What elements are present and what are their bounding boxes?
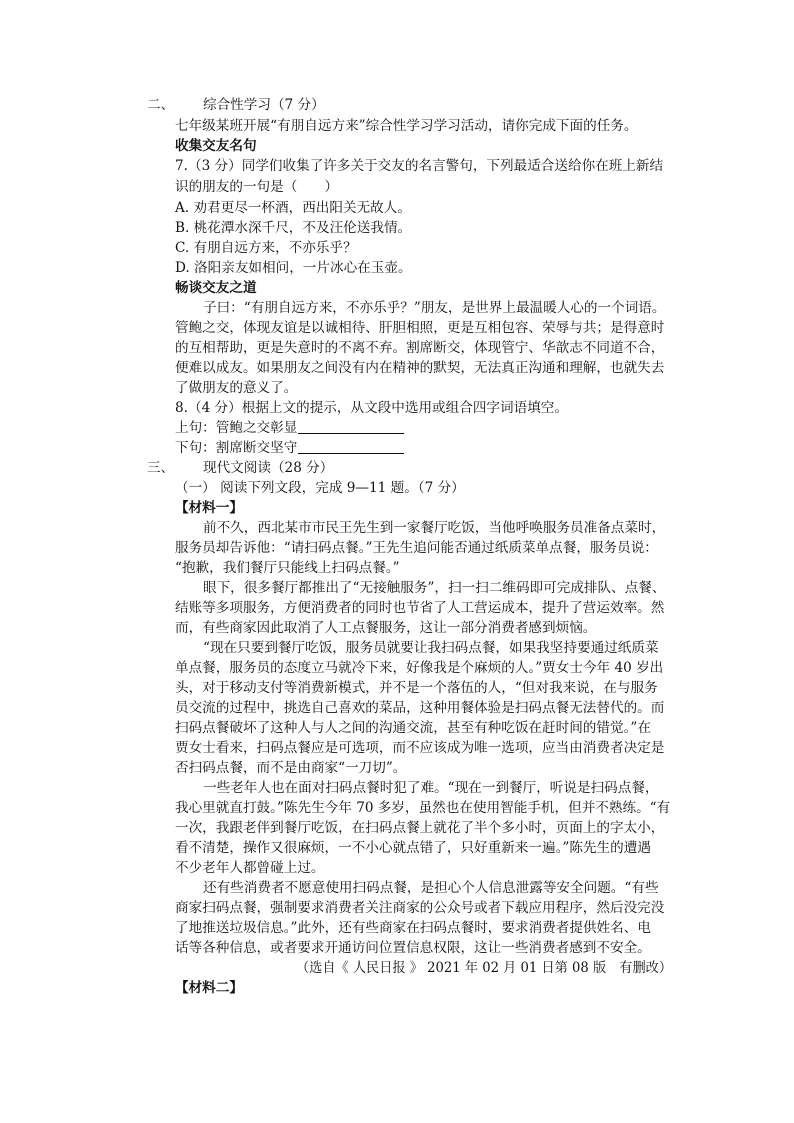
material1-heading: 【材料一】	[175, 500, 243, 516]
passage-line: 单点餐，服务员的态度立马就冷下来，好像我是个麻烦的人。”贾女士今年 40 岁出	[175, 660, 664, 676]
section2-number: 二、	[147, 97, 175, 113]
section2-title: 综合性学习（7 分）	[203, 97, 325, 113]
source-citation: （选自《 人民日报 》 2021 年 02 月 01 日第 08 版 有删改）	[296, 960, 672, 976]
passage-line: 员交流的过程中，挑选自己喜欢的菜品，这种用餐体验是扫码点餐无法替代的。而	[175, 700, 665, 716]
passage-line: 头，对于移动支付等消费新模式，并不是一个落伍的人，“但对我来说，在与服务	[175, 680, 658, 696]
passage-line: 扫码点餐破坏了这种人与人之间的沟通交流，甚至有种吃饭在赶时间的错觉。”在	[175, 720, 651, 736]
passage-line: “现在只要到餐厅吃饭，服务员就要让我扫码点餐，如果我坚持要通过纸质菜	[203, 640, 659, 656]
passage-line: 贾女士看来，扫码点餐应是可选项，而不应该成为唯一选项，应当由消费者决定是	[175, 740, 665, 756]
subheading-discuss: 畅谈交友之道	[175, 280, 257, 296]
paragraph-line: 便难以成友。如果朋友之间没有内在精神的默契，无法真正沟通和理解，也就失去	[175, 360, 665, 376]
section2-intro: 七年级某班开展“有朋自远方来”综合性学习学习活动，请你完成下面的任务。	[175, 118, 638, 134]
q7-option-b: B. 桃花潭水深千尺，不及汪伦送我情。	[175, 220, 412, 236]
paragraph-line: 管鲍之交，体现友谊是以诚相待、肝胆相照，更是互相包容、荣辱与共；是得意时	[175, 320, 665, 336]
q7-option-c: C. 有朋自远方来，不亦乐乎？	[175, 240, 357, 256]
passage-line: 看不清楚，操作又很麻烦，一不小心就点错了，只好重新来一遍。”陈先生的遭遇	[175, 840, 651, 856]
passage-line: 商家扫码点餐，强制要求消费者关注商家的公众号或者下载应用程序，然后没完没	[175, 900, 665, 916]
passage-line: 否扫码点餐，而不是由商家“一刀切”。	[175, 760, 407, 776]
passage-line: 不少老年人都曾碰上过。	[175, 860, 325, 876]
q8-stem: 8.（4 分）根据上文的提示，从文段中选用或组合四字词语填空。	[175, 400, 568, 416]
passage-line: 服务员却告诉他：“请扫码点餐。”王先生追问能否通过纸质菜单点餐，服务员说：	[175, 540, 658, 556]
paragraph-line: 的互相帮助，更是失意时的不离不弃。割席断交，体现管宁、华歆志不同道不合，	[175, 340, 665, 356]
paragraph-line: 子曰：“有朋自远方来，不亦乐乎？”朋友，是世界上最温暖人心的一个词语。	[203, 300, 666, 316]
passage-line: 眼下，很多餐厅都推出了“无接触服务”，扫一扫二维码即可完成排队、点餐、	[203, 580, 666, 596]
q7-stem-line1: 7.（3 分）同学们收集了许多关于交友的名言警句，下列最适合送给你在班上新结	[175, 158, 664, 174]
passage-line: 而，有些商家因此取消了人工点餐服务，这让一部分消费者感到烦恼。	[175, 620, 597, 636]
passage-line: 一些老年人也在面对扫码点餐时犯了难。“现在一到餐厅，听说是扫码点餐，	[203, 780, 659, 796]
passage-line: 前不久，西北某市市民王先生到一家餐厅吃饭，当他呼唤服务员准备点菜时，	[203, 520, 666, 536]
q7-option-d: D. 洛阳亲友如相问，一片冰心在玉壶。	[175, 260, 412, 276]
q7-option-a: A. 劝君更尽一杯酒，西出阳关无故人。	[175, 200, 411, 216]
passage-line: 结账等多项服务，方便消费者的同时也节省了人工营运成本，提升了营运效率。然	[175, 600, 665, 616]
section3-number: 三、	[147, 460, 175, 476]
answer-blank[interactable]	[298, 419, 404, 434]
subheading-collect: 收集交友名句	[175, 138, 257, 154]
passage-line: 话等各种信息，或者要求开通访问位置信息权限，这让一些消费者感到不安全。	[175, 940, 651, 956]
passage-line: 了地推送垃圾信息。”此外，还有些商家在扫码点餐时，要求消费者提供姓名、电	[175, 920, 651, 936]
section3-title: 现代文阅读（28 分）	[203, 460, 334, 476]
passage-line: 一次，我跟老伴到餐厅吃饭，在扫码点餐上就花了半个多小时，页面上的字太小，	[175, 820, 665, 836]
passage-line: “抱歉，我们餐厅只能线上扫码点餐。”	[175, 560, 400, 576]
material2-heading: 【材料二】	[175, 980, 243, 996]
part1-heading: （一） 阅读下列文段，完成 9—11 题。（7 分）	[175, 480, 465, 496]
q7-stem-line2: 识的朋友的一句是（ ）	[175, 179, 339, 195]
q8-upper-label: 上句：管鲍之交彰显	[175, 420, 298, 436]
answer-blank[interactable]	[298, 439, 404, 454]
paragraph-line: 了做朋友的意义了。	[175, 380, 298, 396]
q8-upper-line	[175, 418, 404, 438]
passage-line: 我心里就直打鼓。”陈先生今年 70 多岁，虽然也在使用智能手机，但并不熟练。“有	[175, 800, 671, 816]
q8-lower-label: 下句：割席断交坚守	[175, 440, 298, 456]
q8-lower-line	[175, 438, 404, 458]
passage-line: 还有些消费者不愿意使用扫码点餐，是担心个人信息泄露等安全问题。“有些	[203, 880, 659, 896]
